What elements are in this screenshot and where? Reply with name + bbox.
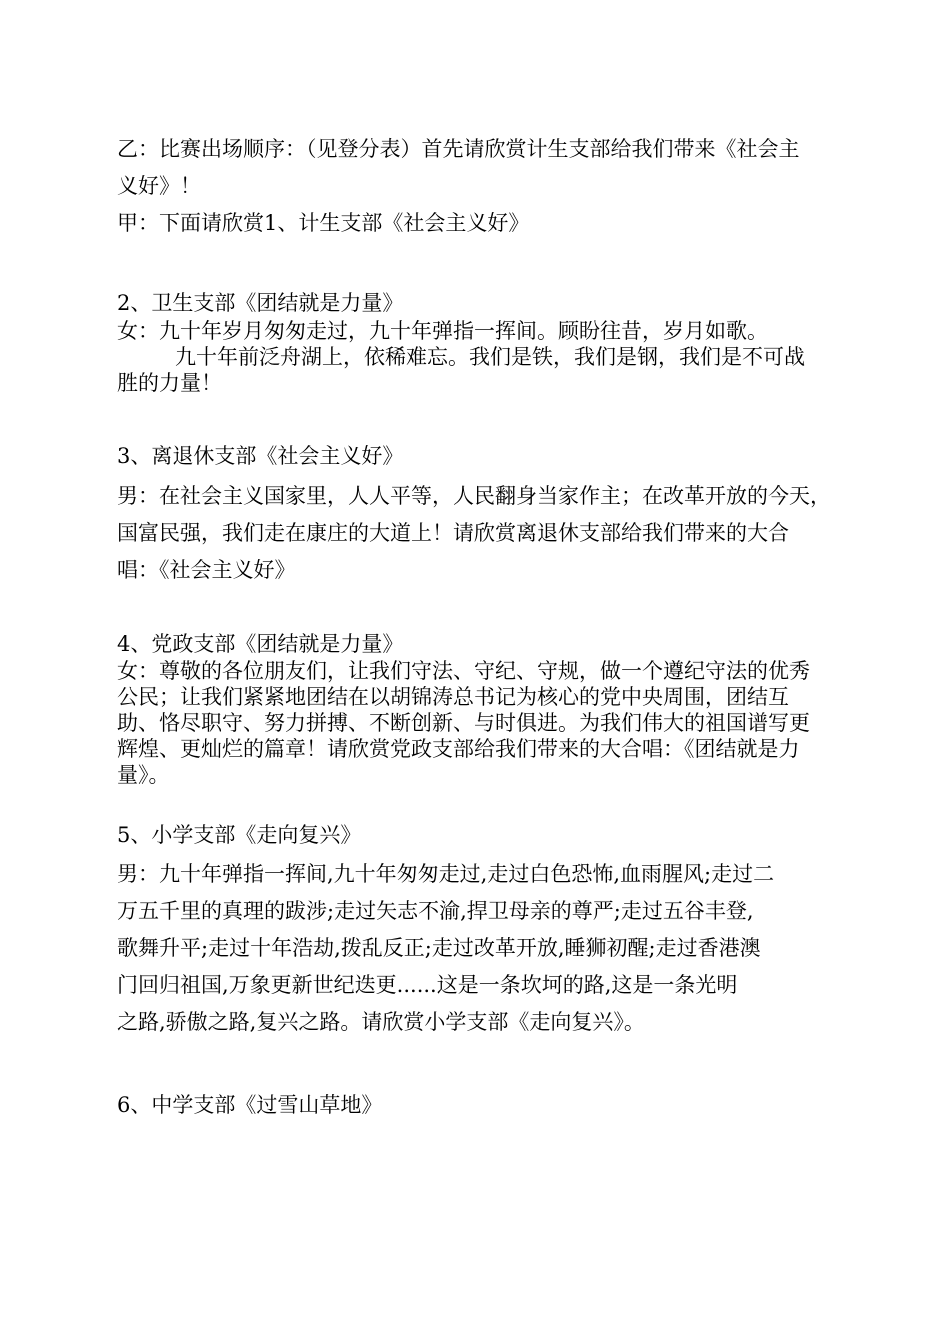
text-line: 门回归祖国,万象更新世纪迭更......这是一条坎坷的路,这是一条光明 xyxy=(117,973,738,997)
text-line: 公民；让我们紧紧地团结在以胡锦涛总书记为核心的党中央周围，团结互 xyxy=(117,685,789,709)
text-line: 之路,骄傲之路,复兴之路。请欣赏小学支部《走向复兴》。 xyxy=(117,1010,645,1034)
text-line: 九十年前泛舟湖上，依稀难忘。我们是铁，我们是钢，我们是不可战 xyxy=(175,345,805,369)
text-line: 国富民强，我们走在康庄的大道上！请欣赏离退休支部给我们带来的大合 xyxy=(117,521,789,545)
text-line: 义好》！ xyxy=(117,174,201,198)
section-paragraph-5 xyxy=(117,856,892,1041)
section-heading-6: 6、中学支部《过雪山草地》 xyxy=(117,1093,383,1117)
text-line: 甲：下面请欣赏1、计生支部《社会主义好》 xyxy=(117,211,530,235)
text-line: 男：在社会主义国家里，人人平等，人民翻身当家作主；在改革开放的今天， xyxy=(117,484,831,508)
text-line: 辉煌、更灿烂的篇章！请欣赏党政支部给我们带来的大合唱：《团结就是力 xyxy=(117,737,800,761)
section-heading-4: 4、党政支部《团结就是力量》 xyxy=(117,632,404,656)
section-paragraph-2 xyxy=(117,318,892,396)
section-heading-5: 5、小学支部《走向复兴》 xyxy=(117,823,362,847)
text-line: 唱：《社会主义好》 xyxy=(117,558,296,582)
text-line: 胜的力量！ xyxy=(117,371,222,395)
text-line: 乙：比赛出场顺序：（见登分表）首先请欣赏计生支部给我们带来《社会主 xyxy=(117,137,800,161)
intro-paragraph xyxy=(117,131,892,242)
text-line: 女：尊敬的各位朋友们，让我们守法、守纪、守规，做一个遵纪守法的优秀 xyxy=(117,659,810,683)
section-heading-2: 2、卫生支部《团结就是力量》 xyxy=(117,291,404,315)
text-line: 万五千里的真理的跋涉;走过矢志不渝,捍卫母亲的尊严;走过五谷丰登, xyxy=(117,899,754,923)
text-line: 男：九十年弹指一挥间,九十年匆匆走过,走过白色恐怖,血雨腥风;走过二 xyxy=(117,862,775,886)
section-heading-3: 3、离退休支部《社会主义好》 xyxy=(117,444,404,468)
text-line: 助、恪尽职守、努力拼搏、不断创新、与时俱进。为我们伟大的祖国谱写更 xyxy=(117,711,810,735)
text-line: 女：九十年岁月匆匆走过，九十年弹指一挥间。顾盼往昔，岁月如歌。 xyxy=(117,319,768,343)
text-line: 量》。 xyxy=(117,763,170,787)
section-paragraph-4 xyxy=(117,658,892,788)
text-line: 歌舞升平;走过十年浩劫,拨乱反正;走过改革开放,睡狮初醒;走过香港澳 xyxy=(117,936,761,960)
section-paragraph-3 xyxy=(117,478,892,589)
